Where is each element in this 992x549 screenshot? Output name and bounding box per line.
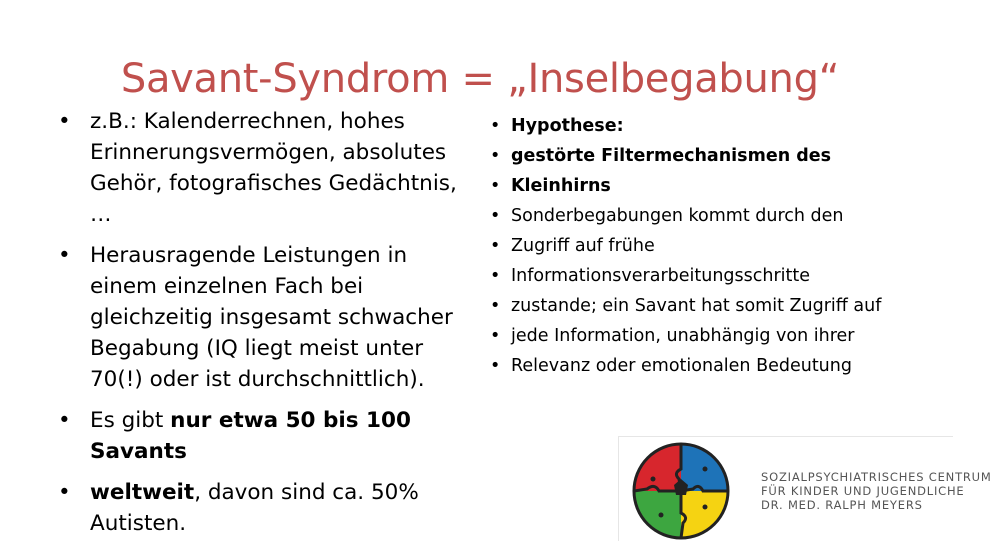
bullet-mark: • xyxy=(58,408,71,433)
bullet-text: Relevanz oder emotionalen Bedeutung xyxy=(511,356,852,376)
right-bullet-item xyxy=(490,146,920,166)
bullet-text: zustande; ein Savant hat somit Zugriff auf xyxy=(511,296,882,316)
bullet-text: Hypothese: xyxy=(511,116,624,136)
logo-line-1: SOZIALPSYCHIATRISCHES CENTRUM xyxy=(761,470,992,484)
bullet-text: z.B.: Kalenderrechnen, hohes Erinnerungsvermögen, absolutes Gehör, fotografisches Gedächtnis, … xyxy=(90,109,457,227)
bullet-text: , davon sind ca. 50% Autisten. xyxy=(90,480,419,536)
right-bullet-item xyxy=(490,326,920,346)
logo-eye-red xyxy=(651,477,656,482)
left-bullet-item xyxy=(58,405,478,467)
right-bullet-item xyxy=(490,236,920,256)
puzzle-logo-icon xyxy=(631,441,731,541)
bullet-mark: • xyxy=(490,236,501,256)
bullet-text: Zugriff auf frühe xyxy=(511,236,655,256)
bullet-mark: • xyxy=(490,116,501,136)
right-bullet-item xyxy=(490,206,920,226)
logo-box xyxy=(618,436,992,541)
bullet-mark: • xyxy=(490,356,501,376)
left-bullet-item xyxy=(58,240,478,395)
bullet-text: Herausragende Leistungen in einem einzelnen Fach bei gleichzeitig insgesamt schwacher Begabung (IQ liegt meist unter 70(!) oder ist durchschnittlich). xyxy=(90,243,453,392)
right-bullet-item xyxy=(490,266,920,286)
left-bullet-item xyxy=(58,106,478,230)
bullet-mark: • xyxy=(490,266,501,286)
left-column xyxy=(58,106,478,549)
slide-title: Savant-Syndrom = „Inselbegabung“ xyxy=(120,56,840,102)
logo-eye-blue xyxy=(703,467,708,472)
logo-line-2: FÜR KINDER UND JUGENDLICHE xyxy=(761,484,965,498)
bullet-text: gestörte Filtermechanismen des xyxy=(511,146,832,166)
bullet-text: Informationsverarbeitungsschritte xyxy=(511,266,811,286)
bullet-mark: • xyxy=(490,146,501,166)
right-bullet-list xyxy=(490,116,920,376)
right-bullet-item xyxy=(490,356,920,376)
logo-eye-yellow xyxy=(703,505,708,510)
bullet-text: weltweit xyxy=(90,480,195,505)
bullet-mark: • xyxy=(490,326,501,346)
logo-eye-green xyxy=(659,513,664,518)
bullet-text: jede Information, unabhängig von ihrer xyxy=(511,326,855,346)
right-bullet-item xyxy=(490,176,920,196)
bullet-mark: • xyxy=(490,296,501,316)
logo-text xyxy=(761,470,992,512)
right-column xyxy=(490,116,920,386)
logo-line-3: DR. MED. RALPH MEYERS xyxy=(761,498,923,512)
bullet-mark: • xyxy=(490,176,501,196)
bullet-mark: • xyxy=(58,480,71,505)
bullet-mark: • xyxy=(490,206,501,226)
left-bullet-list xyxy=(58,106,478,539)
bullet-text: nur etwa 50 bis 100 Savants xyxy=(90,408,411,464)
bullet-mark: • xyxy=(58,109,71,134)
bullet-mark: • xyxy=(58,243,71,268)
right-bullet-item xyxy=(490,116,920,136)
right-bullet-item xyxy=(490,296,920,316)
bullet-text: Sonderbegabungen kommt durch den xyxy=(511,206,844,226)
bullet-text: Es gibt xyxy=(90,408,171,433)
bullet-text: Kleinhirns xyxy=(511,176,611,196)
left-bullet-item xyxy=(58,477,478,539)
